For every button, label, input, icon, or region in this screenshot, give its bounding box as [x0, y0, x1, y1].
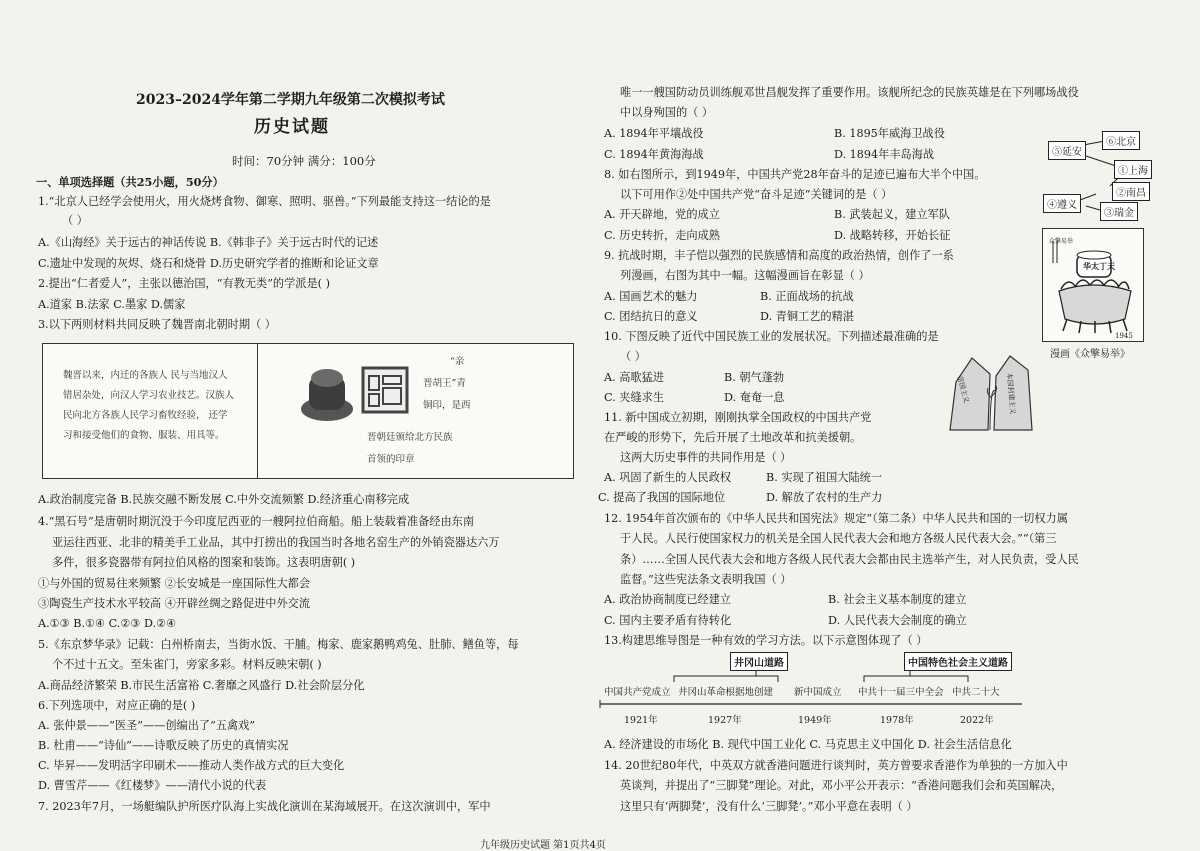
q10-option-c: C. 夹缝求生: [604, 391, 665, 404]
q11-stem: 这两大历史事件的共同作用是（ ）: [620, 451, 792, 464]
q4-options: A.①③ B.①④ C.②③ D.②④: [38, 617, 177, 630]
q3-material-text: 魏晋以来，内迁的各族人 民与当地汉人: [63, 370, 228, 381]
q11-option-c: C. 提高了我国的国际地位: [598, 491, 726, 504]
q1-stem: 1.“北京人已经学会使用火，用火烧烤食物、御寒、照明、驱兽。”下列最能支持这一结论的是: [38, 195, 491, 208]
q3-material-text: 错居杂处，向汉人学习农业技艺。汉族人: [63, 390, 235, 401]
q10-option-a: A. 高歌猛进: [604, 371, 664, 384]
q5-stem: 5.《东京梦华录》记载：白州桥南去，当街水饭、干脯。梅家、鹿家鹅鸭鸡兔、肚肺、鳝鱼等，每: [38, 638, 519, 651]
q1-options-cd: C.遗址中发现的灰烬、烧石和烧骨 D.历史研究学者的推断和论证文章: [38, 257, 379, 270]
q11-option-b: B. 实现了祖国大陆统一: [766, 471, 883, 484]
q9-stem: 列漫画，右图为其中一幅。这幅漫画旨在彰显（ ）: [620, 269, 870, 282]
timeline-event: 井冈山革命根据地创建: [678, 687, 774, 698]
timeline-box-socialism: 中国特色社会主义道路: [904, 652, 1012, 671]
q7-stem: 中以身殉国的（ ）: [620, 106, 714, 119]
q3-seal-caption: 铜印，是西: [423, 400, 471, 411]
q14-stem: 14. 20世纪80年代，中英双方就香港问题进行谈判时，英方曾要求香港作为单独的一方加入中: [604, 759, 1068, 772]
q9-option-c: C. 团结抗日的意义: [604, 310, 698, 323]
cartoon-title: 华太丁天: [1083, 261, 1115, 271]
q11-option-d: D. 解放了农村的生产力: [766, 491, 883, 504]
rock-label-left: 帝国主义: [955, 374, 971, 404]
subject-title: 历史试题: [254, 117, 330, 137]
timeline-year: 1927年: [708, 715, 742, 726]
q6-option-a: A. 张仲景——“医圣”——创编出了“五禽戏”: [38, 719, 256, 732]
timeline-year: 2022年: [960, 715, 994, 726]
q7-option-d: D. 1894年丰岛海战: [834, 148, 935, 161]
q8-stem: 以下可用作②处中国共产党“奋斗足迹”关键词的是（ ）: [620, 188, 893, 201]
q1-stem-bracket: （ ）: [62, 214, 88, 227]
q9-option-b: B. 正面战场的抗战: [760, 290, 854, 303]
q5-options: A.商品经济繁荣 B.市民生活富裕 C.奢靡之风盛行 D.社会阶层分化: [38, 679, 365, 692]
q4-stem: 多件，很多瓷器带有阿拉伯风格的图案和装饰。这表明唐朝( ): [52, 556, 356, 569]
q4-stem: 4.“黑石号”是唐朝时期沉没于今印度尼西亚的一艘阿拉伯商船。船上装载着准备经由东南: [38, 515, 475, 528]
q3-stem: 3.以下两则材料共同反映了魏晋南北朝时期（ ）: [38, 318, 276, 331]
section-heading: 一、单项选择题（共25小题，50分）: [36, 175, 224, 189]
q7-stem: 唯一一艘国防动员训练舰邓世昌舰发挥了重要作用。该舰所纪念的民族英雄是在下列哪场战役: [620, 86, 1079, 99]
q12-stem: 12. 1954年首次颁布的《中华人民共和国宪法》规定“（第二条）中华人民共和国的一切权力属: [604, 512, 1068, 525]
q8-option-b: B. 武装起义，建立军队: [834, 208, 951, 221]
exam-title: 2023–2024学年第二学期九年级第二次模拟考试: [136, 92, 445, 108]
timeline-year: 1921年: [624, 715, 658, 726]
q11-stem: 11. 新中国成立初期，刚刚执掌全国政权的中国共产党: [604, 411, 872, 424]
page-footer: 九年级历史试题 第1页共4页: [480, 840, 606, 851]
q12-stem: 监督。”这些宪法条文表明我国（ ）: [620, 573, 792, 586]
q3-material-text: 民向北方各族人民学习畜牧经验， 还学: [63, 410, 228, 421]
q9-option-d: D. 青铜工艺的精湛: [760, 310, 854, 323]
q9-stem: 9. 抗战时期，丰子恺以强烈的民族感情和高度的政治热情，创作了一系: [604, 249, 954, 262]
q13-stem: 13.构建思维导图是一种有效的学习方法。以下示意图体现了（ ）: [604, 634, 928, 647]
q12-stem: 条）……全国人民代表大会和地方各级人民代表大会都由民主选举产生，对人民负责，受人民: [620, 553, 1079, 566]
bronze-seal-image: [297, 354, 417, 434]
q7-option-b: B. 1895年威海卫战役: [834, 127, 945, 140]
q5-stem: 个不过十五文。至朱雀门，旁家多彩。材料反映宋朝( ): [52, 658, 322, 671]
timeline-box-jinggangshan: 井冈山道路: [730, 652, 788, 671]
q3-material-text: 习和接受他们的食物、服装、用具等。: [63, 430, 225, 441]
map-node-ruijin: ③瑞金: [1100, 202, 1138, 221]
q2-stem: 2.提出“仁者爱人”，主张以德治国，“有教无类”的学派是( ): [38, 277, 330, 290]
q1-options-ab: A.《山海经》关于远古的神话传说 B.《韩非子》关于远古时代的记述: [38, 236, 379, 249]
map-node-zunyi: ④遵义: [1043, 194, 1081, 213]
timeline-year: 1949年: [798, 715, 832, 726]
map-node-yanan: ⑤延安: [1048, 141, 1086, 160]
q8-option-d: D. 战略转移，开始长征: [834, 229, 951, 242]
q3-seal-caption: “亲: [450, 356, 465, 367]
timeline-event: 中国共产党成立: [604, 687, 671, 698]
timeline-event: 中共十一届三中全会: [858, 687, 944, 698]
q3-seal-caption: 首领的印章: [367, 454, 415, 465]
q6-stem: 6.下列选项中，对应正确的是( ): [38, 699, 196, 712]
q7-option-c: C. 1894年黄海海战: [604, 148, 704, 161]
q7-stem: 7. 2023年7月，一场艇编队护所医疗队海上实战化演训在某海域展开。在这次演训中，军中: [38, 800, 491, 813]
q11-stem: 在严峻的形势下，先后开展了土地改革和抗美援朝。: [604, 431, 862, 444]
q4-statements: ③陶瓷生产技术水平较高 ④开辟丝绸之路促进中外交流: [38, 597, 311, 610]
q9-option-a: A. 国画艺术的魅力: [604, 290, 698, 303]
q12-option-c: C. 国内主要矛盾有待转化: [604, 614, 732, 627]
q3-material-box: [42, 343, 574, 479]
q12-option-b: B. 社会主义基本制度的建立: [828, 593, 967, 606]
q6-option-d: D. 曹雪芹——《红楼梦》——清代小说的代表: [38, 779, 267, 792]
cartoon-corner-text: 众擎易举: [1049, 238, 1074, 245]
q12-option-a: A. 政治协商制度已经建立: [604, 593, 732, 606]
q6-option-b: B. 杜甫——“诗仙”——诗歌反映了历史的真情实况: [38, 739, 289, 752]
q4-statements: ①与外国的贸易往来频繁 ②长安城是一座国际性大都会: [38, 577, 311, 590]
q12-stem: 于人民。人民行使国家权力的机关是全国人民代表大会和地方各级人民代表大会。”“（第三: [620, 532, 1057, 545]
q4-stem: 亚运往西亚、北非的精美手工业品，其中打捞出的我国当时各地名窑生产的外销瓷器达六万: [52, 536, 500, 549]
exam-meta: 时间：70分钟 满分：100分: [232, 154, 376, 168]
map-node-beijing: ⑥北京: [1102, 131, 1140, 150]
q13-options: A. 经济建设的市场化 B. 现代中国工业化 C. 马克思主义中国化 D. 社会生活信息化: [604, 738, 1012, 751]
cartoon-year: 1945: [1115, 332, 1133, 340]
q8-stem: 8. 如右图所示，到1949年，中国共产党28年奋斗的足迹已遍布大半个中国。: [604, 168, 986, 181]
q2-options: A.道家 B.法家 C.墨家 D.儒家: [38, 298, 186, 311]
q10-option-d: D. 奄奄一息: [724, 391, 785, 404]
q11-option-a: A. 巩固了新生的人民政权: [604, 471, 732, 484]
timeline-year: 1978年: [880, 715, 914, 726]
q9-cartoon: [1042, 228, 1144, 342]
q14-stem: 英谈判，并提出了“三脚凳”理论。对此，邓小平公开表示：“香港问题我们会和英国解决，: [620, 779, 1063, 792]
q3-options: A.政治制度完备 B.民族交融不断发展 C.中外交流频繁 D.经济重心南移完成: [38, 493, 410, 506]
q8-option-a: A. 开天辟地，党的成立: [604, 208, 720, 221]
timeline-event: 中共二十大: [952, 687, 1000, 698]
q9-cartoon-caption: 漫画《众擎易举》: [1050, 349, 1130, 360]
q6-option-c: C. 毕昇——发明活字印刷术——推动人类作战方式的巨大变化: [38, 759, 345, 772]
q14-stem: 这里只有‘两脚凳’，没有什么‘三脚凳’。”邓小平意在表明（ ）: [620, 800, 918, 813]
rock-label-right: 本国封建主义: [1005, 372, 1017, 415]
q10-stem: （ ）: [620, 350, 646, 363]
q10-option-b: B. 朝气蓬勃: [724, 371, 785, 384]
map-node-nanchang: ②南昌: [1112, 182, 1150, 201]
q12-option-d: D. 人民代表大会制度的确立: [828, 614, 967, 627]
map-node-shanghai: ①上海: [1114, 160, 1152, 179]
q3-seal-caption: 晋胡王”青: [423, 378, 466, 389]
timeline-event: 新中国成立: [794, 687, 842, 698]
q7-option-a: A. 1894年平壤战役: [604, 127, 704, 140]
q10-stem: 10. 下图反映了近代中国民族工业的发展状况。下列描述最准确的是: [604, 330, 939, 343]
q3-seal-caption: 晋朝廷颁给北方民族: [367, 432, 453, 443]
q8-option-c: C. 历史转折，走向成熟: [604, 229, 720, 242]
